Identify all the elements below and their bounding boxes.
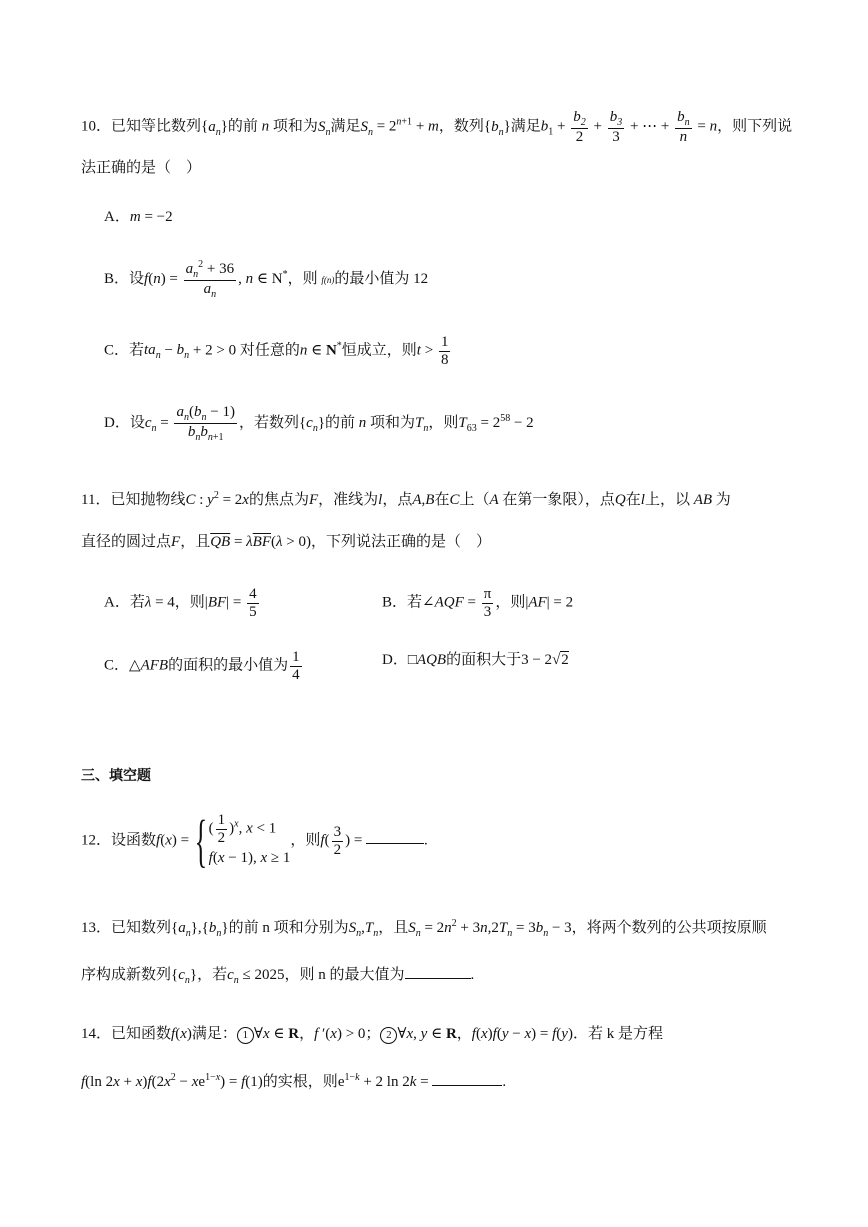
question-14-line2: f(ln $2x + x)f(2x^2 - xe^{1-x}) = f(1)$的实根，则$e^{1-k} + 2$ ln 2k = . (81, 1072, 507, 1090)
question-13-line1: 13．已知数列$\{a_n\},\{b_n\}$的前 n 项和分别为$S_n,T_n$，且$S_n = 2n^2 + 3n,2T_n = 3b_n - 3$，将两个数列的公共项按原顺 (81, 918, 767, 939)
question-12: 12．设函数f(x) = { ( $\frac{1}{2}$ )$^x$, x < 1 f(x − 1), x ≥ 1 ，则f( $\frac{3}{2}$ ) = . (81, 808, 428, 873)
q10-option-d: D．设$c_n$ = $\frac{a_n(b_n - 1)}{b_nb_{n+1}}$ ，若数列$\{c_n\}$的前 n 项和为$T_n$，则$T_{63} = 2^{58} - 2$ (104, 404, 534, 443)
q10-option-c: C．若$ta_n - b_n + 2 > 0$ 对任意的n ∈ N*恒成立，则t > $\frac{1}{8}$ (104, 334, 449, 368)
answer-blank-14[interactable] (432, 1085, 502, 1086)
q10-option-a: A．m = −2 (104, 209, 173, 225)
question-13-line2: 序构成新数列$\{c_n\}$，若$c_n \le 2025$，则 n 的最大值为 . (81, 967, 475, 986)
q11-option-c: C．△AFB的面积的最小值为 $\frac{1}{4}$ (104, 649, 300, 683)
answer-blank-12[interactable] (366, 843, 424, 844)
question-10-line1: 10．已知等比数列$\{a_n\}$的前 n 项和为$S_n$满足$S_n = 2^{n+1} + m$，数列$\{b_n\}$满足$b_1$ + $\frac{b_2}{2}$ + $\frac{b_3}{3}$ + ⋯ + $\frac{b_n}{n}$ = n，则下列说 (81, 109, 793, 145)
question-11-line1: 11．已知抛物线C : $y^2 = 2x$的焦点为F，准线为l，点A,B在C上（A 在第一象限），点Q在l上，以 AB 为 (81, 490, 731, 508)
q10-option-b: B．设f(n) = $\frac{a_n^2 + 36}{a_n}$ , n ∈ N*，则 f(n)的最小值为 12 (104, 259, 429, 300)
section-title: 三、填空题 (81, 768, 151, 784)
q11-option-d: D．□AQB的面积大于3 − 2√2 (382, 652, 569, 668)
q11-option-a: A．若λ = 4，则|BF| = $\frac{4}{5}$ (104, 586, 257, 620)
question-10-line2: 法正确的是（ ） (81, 160, 202, 176)
question-14-line1: 14．已知函数f(x)满足： 1 ∀x ∈ R，f ′(x) > 0； 2 ∀x, y ∈ R，f(x)f(y − x) = f(y)．若 k 是方程 (81, 1026, 663, 1042)
q11-option-b: B．若∠AQF = $\frac{\pi}{3}$ ，则|AF| = 2 (382, 586, 574, 620)
question-11-line2: 直径的圆过点F，且$\overline{QB} = \lambda\overline{BF}(\lambda > 0)$，下列说法正确的是（ ） (81, 534, 491, 550)
answer-blank-13[interactable] (405, 978, 471, 979)
